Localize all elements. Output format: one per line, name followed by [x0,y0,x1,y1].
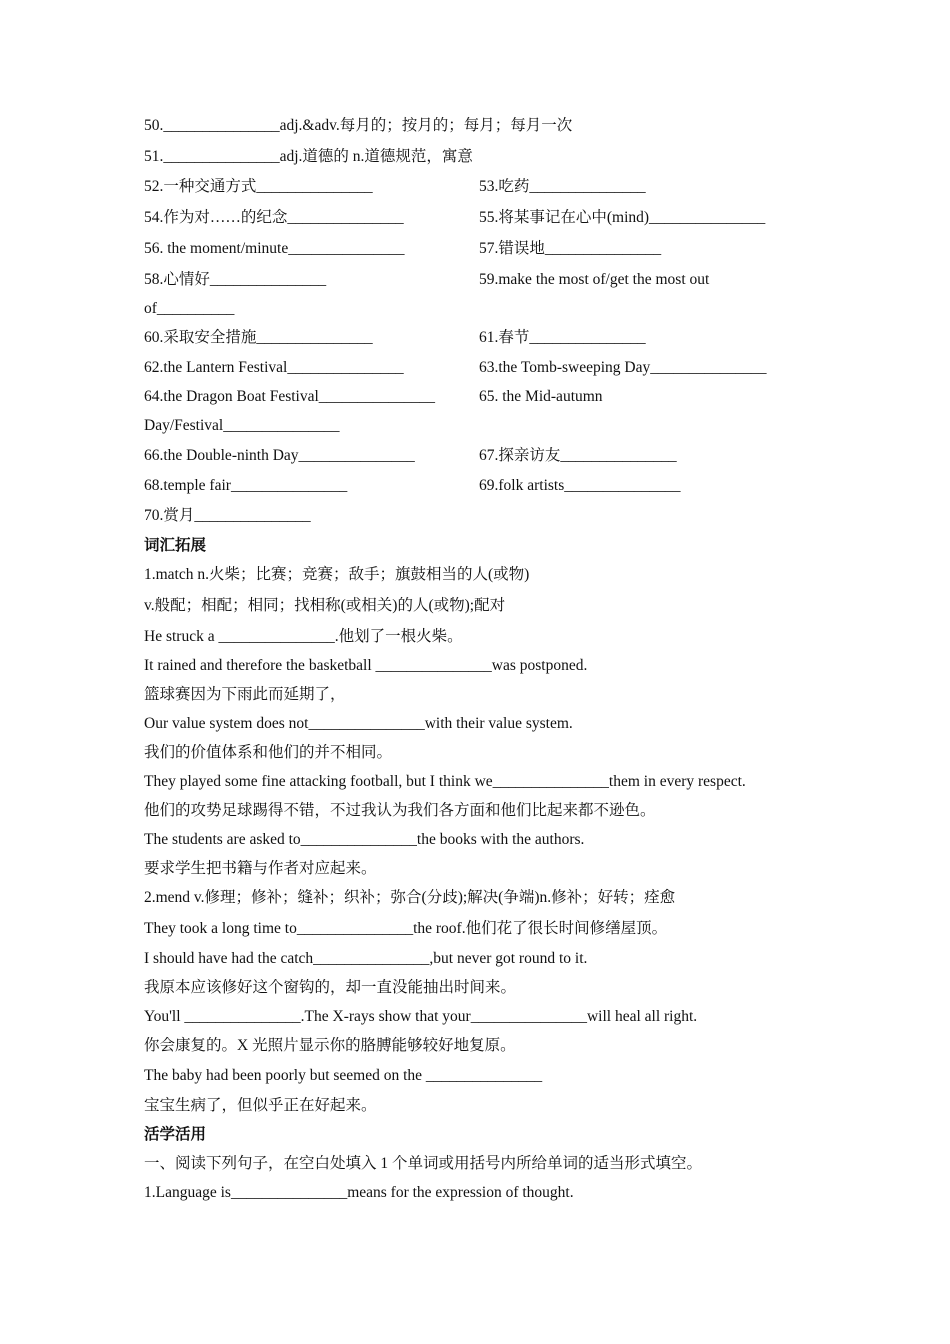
match-definition-noun: 1.match n.火柴；比赛；竞赛；敌手；旗鼓相当的人(或物) [144,566,530,583]
mend-example-3-en: You'll _______________.The X-rays show that your_______________will heal all right. [144,1008,698,1025]
match-example-3-zh: 我们的价值体系和他们的并不相同。 [144,744,393,761]
mend-example-4-zh: 宝宝生病了，但似乎正在好起来。 [144,1097,377,1114]
vocab-item-69: 69.folk artists_______________ [479,477,681,494]
vocab-item-54: 54.作为对……的纪念_______________ [144,209,404,226]
match-example-4-en: They played some fine attacking football, but I think we_______________them in every respect. [144,773,746,790]
vocab-item-50: 50._______________adj.&adv.每月的；按月的；每月；每月一次 [144,117,573,134]
vocab-item-59: 59.make the most of/get the most out [479,271,710,288]
vocab-item-63: 63.the Tomb-sweeping Day_______________ [479,359,767,376]
match-example-3-en: Our value system does not_______________with their value system. [144,715,573,732]
vocab-item-61: 61.春节_______________ [479,329,646,346]
vocab-item-64-cont: Day/Festival_______________ [144,417,340,434]
vocab-item-58: 58.心情好_______________ [144,271,327,288]
vocab-item-60: 60.采取安全措施_______________ [144,329,373,346]
vocab-item-53: 53.吃药_______________ [479,178,646,195]
mend-example-4-en: The baby had been poorly but seemed on the _______________ [144,1067,543,1084]
vocab-item-67: 67.探亲访友_______________ [479,447,677,464]
match-example-2-zh: 篮球赛因为下雨此而延期了， [144,686,346,703]
vocab-item-66: 66.the Double-ninth Day_______________ [144,447,415,464]
practice-instruction: 一、阅读下列句子，在空白处填入 1 个单词或用括号内所给单词的适当形式填空。 [144,1155,703,1172]
section-heading-expansion: 词汇拓展 [144,537,207,554]
mend-example-3-zh: 你会康复的。X 光照片显示你的胳膊能够较好地复原。 [144,1037,516,1054]
mend-example-1: They took a long time to_______________the roof.他们花了很长时间修缮屋顶。 [144,920,668,937]
section-heading-practice: 活学活用 [144,1126,207,1143]
vocab-item-57: 57.错误地_______________ [479,240,662,257]
mend-example-2-zh: 我原本应该修好这个窗钩的，却一直没能抽出时间来。 [144,979,517,996]
match-example-5-en: The students are asked to_______________the books with the authors. [144,831,585,848]
vocab-item-70: 70.赏月_______________ [144,507,311,524]
mend-example-2-en: I should have had the catch_______________,but never got round to it. [144,950,588,967]
vocab-item-56: 56. the moment/minute_______________ [144,240,405,257]
match-definition-verb: v.般配；相配；相同；找相称(或相关)的人(或物);配对 [144,597,506,614]
vocab-item-52: 52.一种交通方式_______________ [144,178,373,195]
match-example-5-zh: 要求学生把书籍与作者对应起来。 [144,860,377,877]
vocab-item-65: 65. the Mid-autumn [479,388,603,405]
mend-definition: 2.mend v.修理；修补；缝补；织补；弥合(分歧);解决(争端)n.修补；好转；痊愈 [144,889,676,906]
match-example-4-zh: 他们的攻势足球踢得不错，不过我认为我们各方面和他们比起来都不逊色。 [144,802,656,819]
vocab-item-59-cont: of__________ [144,300,235,317]
practice-question-1: 1.Language is_______________means for the expression of thought. [144,1184,574,1201]
vocab-item-64: 64.the Dragon Boat Festival_______________ [144,388,436,405]
match-example-1: He struck a _______________.他划了一根火柴。 [144,628,463,645]
vocab-item-55: 55.将某事记在心中(mind)_______________ [479,209,766,226]
match-example-2-en: It rained and therefore the basketball _______________was postponed. [144,657,588,674]
vocab-item-62: 62.the Lantern Festival_______________ [144,359,404,376]
vocab-item-68: 68.temple fair_______________ [144,477,348,494]
vocab-item-51: 51._______________adj.道德的 n.道德规范，寓意 [144,148,473,165]
